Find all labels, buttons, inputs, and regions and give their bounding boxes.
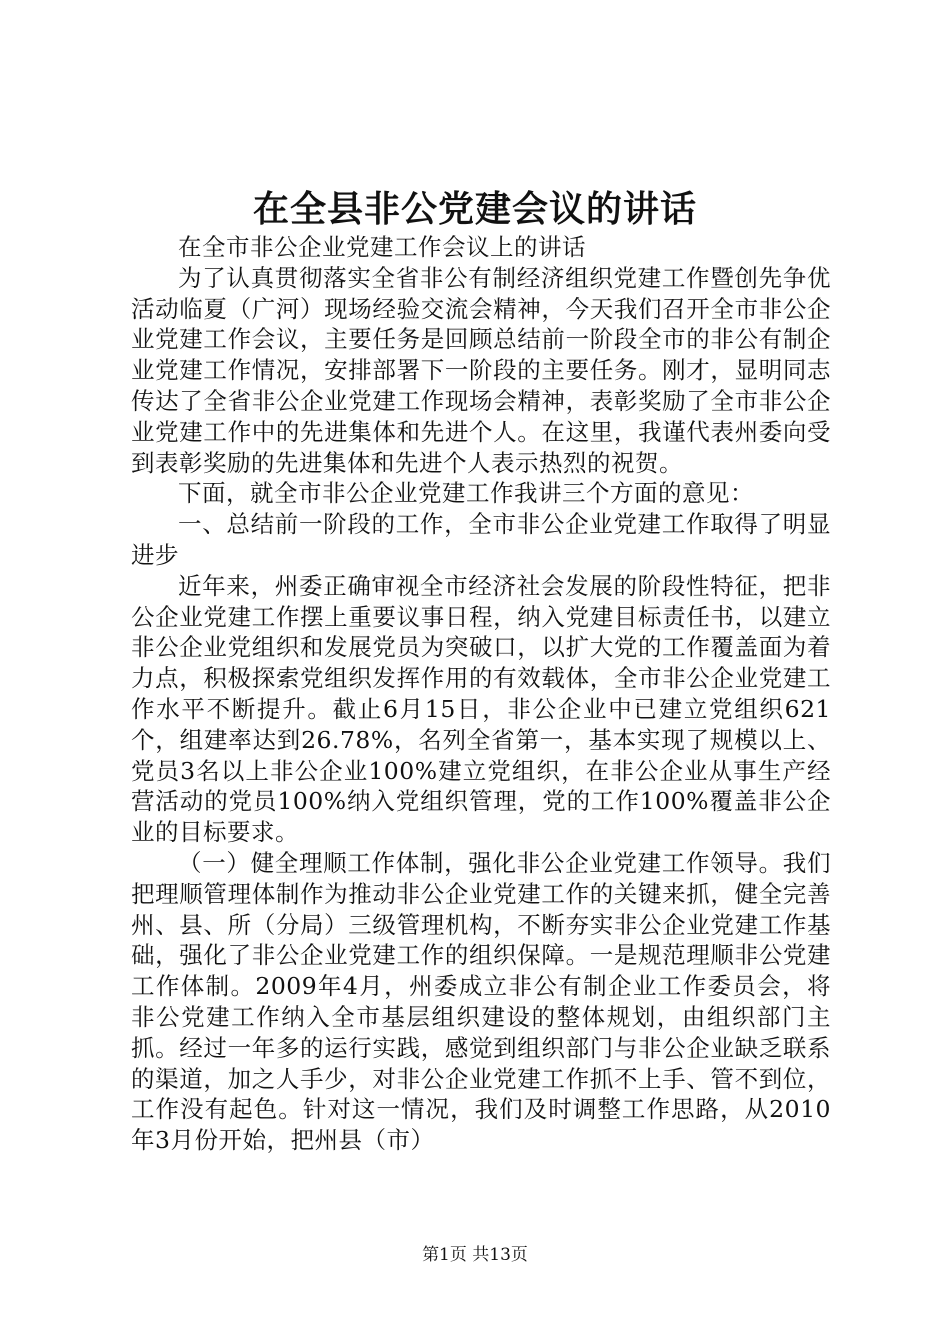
section-heading: 一、总结前一阶段的工作，全市非公企业党建工作取得了明显进步 (131, 510, 831, 569)
paragraph: 近年来，州委正确审视全市经济社会发展的阶段性特征，把非公企业党建工作摆上重要议事日程，纳入党建目标责任书，以建立非公企业党组织和发展党员为突破口，以扩大党的工作覆盖面为着力点，积极探索党组织发挥作用的有效载体，全市非公企业党建工作水平不断提升。截止6月15日，非公企业中已建立党组织621个，组建率达到26.78%，名列全省第一，基本实现了规模以上、党员3名以上非公企业100%建立党组织，在非公企业从事生产经营活动的党员100%纳入党组织管理，党的工作100%覆盖非公企业的目标要求。 (131, 571, 831, 847)
paragraph-subtitle: 在全市非公企业党建工作会议上的讲话 (178, 233, 586, 261)
paragraph: 为了认真贯彻落实全省非公有制经济组织党建工作暨创先争优活动临夏（广河）现场经验交流会精神，今天我们召开全市非公企业党建工作会议，主要任务是回顾总结前一阶段全市的非公有制企业党建工作情况，安排部署下一阶段的主要任务。刚才，显明同志传达了全省非公企业党建工作现场会精神，表彰奖励了全市非公企业党建工作中的先进集体和先进个人。在这里，我谨代表州委向受到表彰奖励的先进集体和先进个人表示热烈的祝贺。 (131, 263, 831, 477)
page-number-footer: 第1页 共13页 (422, 1245, 528, 1265)
paragraph: （一）健全理顺工作体制，强化非公企业党建工作领导。我们把理顺管理体制作为推动非公企业党建工作的关键来抓，健全完善州、县、所（分局）三级管理机构，不断夯实非公企业党建工作基础，强化了非公企业党建工作的组织保障。一是规范理顺非公党建工作体制。2009年4月，州委成立非公有制企业工作委员会，将非公党建工作纳入全市基层组织建设的整体规划，由组织部门主抓。经过一年多的运行实践，感觉到组织部门与非公企业缺乏联系的渠道，加之人手少，对非公企业党建工作抓不上手、管不到位，工作没有起色。针对这一情况，我们及时调整工作思路，从2010年3月份开始，把州县（市） (131, 848, 831, 1155)
paragraph: 下面，就全市非公企业党建工作我讲三个方面的意见： (178, 479, 754, 508)
document-title: 在全县非公党建会议的讲话 (252, 188, 697, 230)
document-body (131, 232, 831, 1156)
